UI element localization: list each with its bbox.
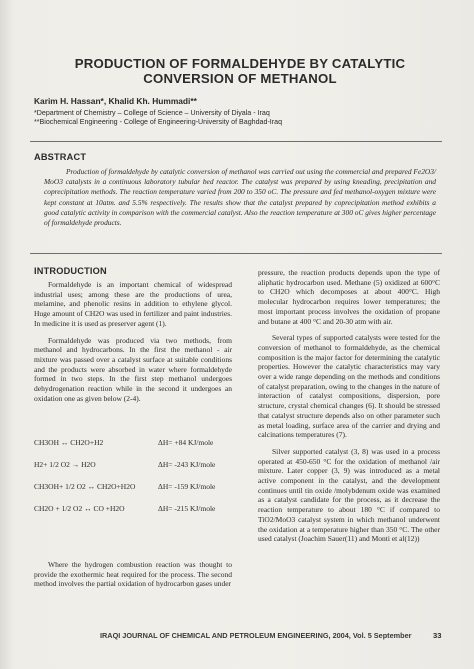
paragraph: Several types of supported catalysts were tested for the conversion of methanol to formaldehyde, as the chemical composition is the major factor for determining the catalytic properties. However the catalytic characteristics may vary over a wide range depending on the methods and conditions of catalyst preparation, owing to the changes in the nature of interaction of catalyst compositions, dispersion, pore structure, crystal chemical changes (6). It should be stressed that catalyst structure depends also on other parameter such as metal loading, surface area of the carrier and drying and calcinations temperatures (7). xyxy=(258,333,440,440)
divider-bottom xyxy=(30,253,442,254)
divider-top xyxy=(30,141,442,142)
authors: Karim H. Hassan*, Khalid Kh. Hummadi** xyxy=(34,96,197,106)
equation-enthalpy: ΔH= -215 KJ/mole xyxy=(158,504,216,513)
equation-reaction: CH3OH ↔ CH2O+H2 xyxy=(34,438,104,447)
paragraph: Formaldehyde is an important chemical of widespread industrial uses; among these are the productions of urea, melamine, and phenolic resins in addition to ethylene glycol. Huge amount of CH2O was used in fertilizer and paint industries. In medicine it is used as preserver agent (1). xyxy=(34,280,232,328)
page-number: 33 xyxy=(433,631,442,640)
equation-reaction: CH2O + 1/2 O2 ↔ CO +H2O xyxy=(34,504,125,513)
journal-footer: IRAQI JOURNAL OF CHEMICAL AND PETROLEUM ENGINEERING, 2004, Vol. 5 September xyxy=(100,631,412,640)
abstract-heading: ABSTRACT xyxy=(34,152,87,162)
affiliation-1: *Department of Chemistry – College of Science – University of Diyala - Iraq xyxy=(34,109,270,117)
equation-reaction: H2+ 1/2 O2 → H2O xyxy=(34,460,96,469)
equation-row xyxy=(34,504,234,516)
equation-row xyxy=(34,438,234,450)
equation-reaction: CH3OH+ 1/2 O2 ↔ CH2O+H2O xyxy=(34,482,136,491)
equation-enthalpy: ΔH= +84 KJ/mole xyxy=(158,438,214,447)
paper-title: PRODUCTION OF FORMALDEHYDE BY CATALYTIC CONVERSION OF METHANOL xyxy=(74,56,406,86)
equation-enthalpy: ΔH= -159 KJ/mole xyxy=(158,482,216,491)
paragraph: Where the hydrogen combustion reaction was thought to provide the exothermic heat required for the process. The second method involves the partial oxidation of hydrocarbon gases under xyxy=(34,560,232,589)
equation-row xyxy=(34,482,234,494)
affiliation-2: **Biochemical Engineering - College of Engineering-University of Baghdad-Iraq xyxy=(34,118,283,126)
paragraph: pressure, the reaction products depends upon the type of aliphatic hydrocarbon used. Methane (5) oxidized at 600°C to CH2O which decomposes at about 400°C. High molecular hydrocarbon requires lower temperatures; the most important process involves the oxidation of propane and butane at 400 °C and 20-30 atm with air. xyxy=(258,268,440,326)
equation-row xyxy=(34,460,234,472)
equation-enthalpy: ΔH= -243 KJ/mole xyxy=(158,460,216,469)
left-column-bottom xyxy=(34,560,232,596)
abstract-text: Production of formaldehyde by catalytic conversion of methanol was carried out using the commercial and prepared Fe2O3/ MoO3 catalysts in a continuous laboratory tubular bed reactor. The catalyst was prepared by using kneading, precipitation and coprecipitation methods. The reaction temperature varied from 200 to 350 oC. The pressure and fed methanol-oxygen mixture were kept constant at 10atm. and 5.5% respectively. The results show that the catalyst prepared by coprecipitation method exhibits a good catalytic activity in comparison with the commercial catalyst. Also the reaction temperature at 300 oC gives higher percentage of formaldehyde products. xyxy=(44,167,436,228)
paragraph: Silver supported catalyst (3, 8) was used in a process operated at 450-650 °C for the oxidation of methanol /air mixture. Later copper (3, 9) was introduced as a metal active component in the catalyst, and the development continues until tin oxide /molybdenum oxide was examined as a catalyst candidate for the process, as it decrease the reaction temperature to about 180 °C if compared to TiO2/MoO3 catalyst system in which methanol underwent the oxidation at a temperature higher than 350 °C. The other used catalyst (Joachim Sauer(11) and Monti et al(12)) xyxy=(258,446,440,544)
left-column xyxy=(34,280,232,410)
right-column xyxy=(258,268,440,551)
introduction-heading: INTRODUCTION xyxy=(34,266,107,276)
paragraph: Formaldehyde was produced via two methods, from methanol and hydrocarbons. In the first the methanol - air mixture was passed over a catalyst surface at suitable conditions and the products were absorbed in water where formaldehyde formed in two steps. In the first step methanol undergoes dehydrogenation reaction while in the second it undergoes an oxidation one as given below (2-4). xyxy=(34,335,232,403)
